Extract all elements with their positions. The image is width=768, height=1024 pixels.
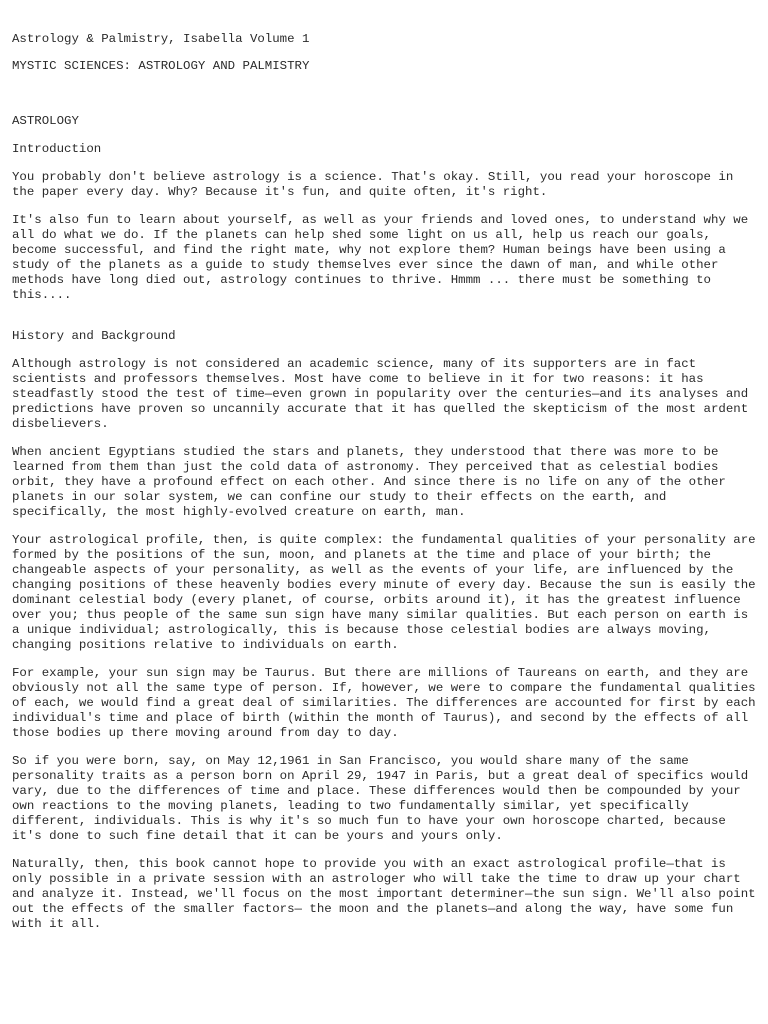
document-page — [12, 32, 760, 932]
history-paragraph: Although astrology is not considered an academic science, many of its supporters are in fact scientists and professors themselves. Most have come to believe in it for two reasons: it has steadfastly stood the test of time—even grown in popularity over the centuries—and its analyses and predictions have proven so uncannily accurate that it has quelled the skepticism of the most ardent disbelievers. — [12, 357, 749, 431]
history-paragraph: When ancient Egyptians studied the stars and planets, they understood that there was more to be learned from them than just the cold data of astronomy. They perceived that as celestial bodies orbit, they have a profound effect on each other. And since there is no life on any of the other planets in our solar system, we can confine our study to their effects on the earth, and specifically, the most highly-evolved creature on earth, man. — [12, 445, 726, 519]
history-paragraph: Your astrological profile, then, is quite complex: the fundamental qualities of your personality are formed by the positions of the sun, moon, and planets at the time and place of your birth; the changeable aspects of your personality, as well as the events of your life, are influenced by the changing positions of these heavenly bodies every minute of every day. Because the sun is easily the dominant celestial body (every planet, of course, orbits around it), it has the greatest influence over you; thus people of the same sun sign have many similar qualities. But each person on earth is a unique individual; astrologically, this is because those celestial bodies are always moving, changing positions relative to individuals on earth. — [12, 533, 756, 652]
subheading-introduction: Introduction — [12, 142, 102, 156]
document-subtitle: MYSTIC SCIENCES: ASTROLOGY AND PALMISTRY — [12, 59, 310, 73]
intro-paragraph: It's also fun to learn about yourself, as well as your friends and loved ones, to understand why we all do what we do. If the planets can help shed some light on us all, help us reach our goals, become successful, and find the right mate, why not explore them? Human beings have been using a study of the planets as a guide to study themselves ever since the dawn of man, and while other methods have long died out, astrology continues to thrive. Hmmm ... there must be something to this.... — [12, 213, 749, 302]
history-paragraph: Naturally, then, this book cannot hope to provide you with an exact astrological profile—that is only possible in a private session with an astrologer who will take the time to draw up your chart and analyze it. Instead, we'll focus on the most important determiner—the sun sign. We'll also point out the effects of the smaller factors— the moon and the planets—and along the way, have some fun with it all. — [12, 857, 756, 931]
document-title: Astrology & Palmistry, Isabella Volume 1 — [12, 32, 310, 46]
subheading-history-background: History and Background — [12, 329, 176, 343]
section-heading-astrology: ASTROLOGY — [12, 114, 79, 128]
intro-paragraph: You probably don't believe astrology is a science. That's okay. Still, you read your horoscope in the paper every day. Why? Because it's fun, and quite often, it's right. — [12, 170, 734, 199]
history-paragraph: So if you were born, say, on May 12,1961 in San Francisco, you would share many of the same personality traits as a person born on April 29, 1947 in Paris, but a great deal of specifics would vary, due to the differences of time and place. These differences would then be compounded by your own reactions to the moving planets, leading to two fundamentally similar, yet specifically different, individuals. This is why it's so much fun to have your own horoscope charted, because it's done to such fine detail that it can be yours and yours only. — [12, 754, 749, 843]
history-paragraph: For example, your sun sign may be Taurus. But there are millions of Taureans on earth, and they are obviously not all the same type of person. If, however, we were to compare the fundamental qualities of each, we would find a great deal of similarities. The differences are accounted for first by each individual's time and place of birth (within the month of Taurus), and second by the effects of all those bodies up there moving around from day to day. — [12, 666, 756, 740]
